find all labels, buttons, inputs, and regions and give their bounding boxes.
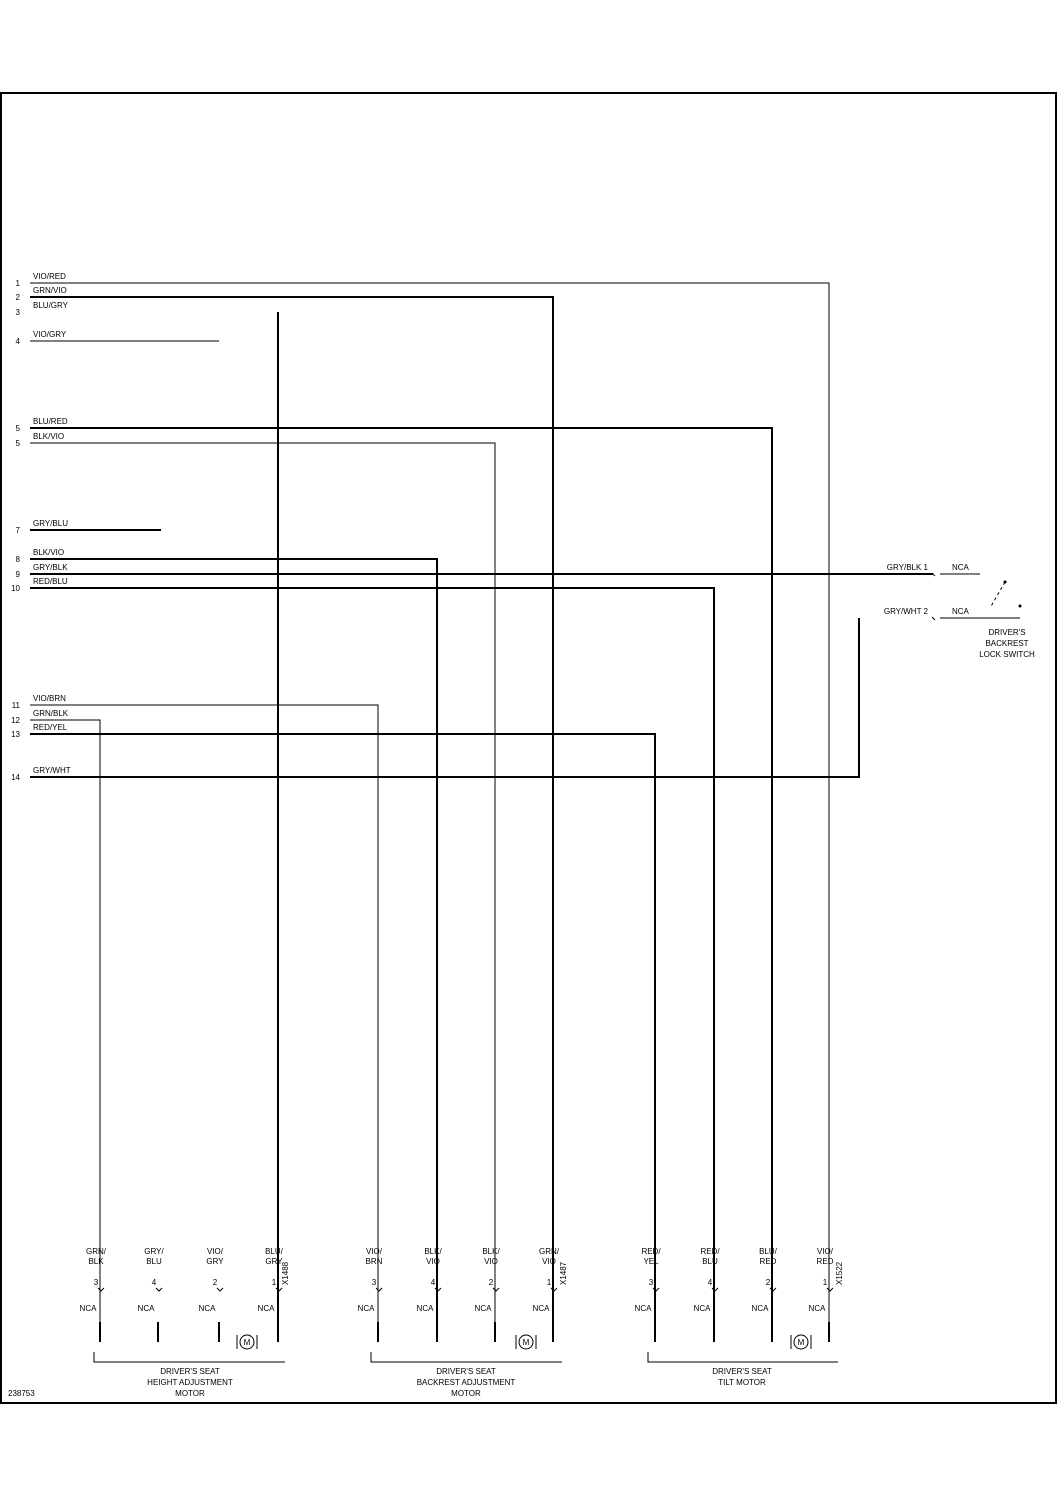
diagram-frame xyxy=(1,93,1056,1403)
motor-symbol-letter: M xyxy=(243,1338,251,1347)
motor-caption-line: DRIVER'S SEAT xyxy=(712,1367,772,1376)
motor-pin-color: RED/ xyxy=(641,1247,661,1256)
motor-pin-number: 4 xyxy=(707,1278,713,1287)
motor-pin-number: 3 xyxy=(648,1278,654,1287)
motor-caption-line: HEIGHT ADJUSTMENT xyxy=(147,1378,233,1387)
motor-pin-number: 1 xyxy=(546,1278,552,1287)
motor-pin-note: NCA xyxy=(137,1304,155,1313)
motor-pin-number: 4 xyxy=(430,1278,436,1287)
motor-pin-color: GRN/ xyxy=(539,1247,559,1256)
motor-pin-note: NCA xyxy=(357,1304,375,1313)
motor-pin-color: GRN/ xyxy=(86,1247,106,1256)
switch-caption-line: LOCK SWITCH xyxy=(979,650,1035,659)
motor-pin-color: BLU/ xyxy=(265,1247,283,1256)
motor-pin-color: VIO xyxy=(484,1257,498,1266)
harness-pin-number: 10 xyxy=(11,584,20,593)
connector-id: X1522 xyxy=(835,1261,844,1285)
switch-caption-line: DRIVER'S xyxy=(988,628,1026,637)
harness-pin-number: 8 xyxy=(15,555,20,564)
harness-wire-color: BLU/GRY xyxy=(33,301,68,310)
switch-terminal-note: NCA xyxy=(952,607,969,616)
motor-pin-number: 2 xyxy=(488,1278,494,1287)
motor-pin-number: 3 xyxy=(93,1278,99,1287)
motor-pin-note: NCA xyxy=(416,1304,434,1313)
harness-wire-color: GRY/BLK xyxy=(33,563,68,572)
motor-pin-color: RED xyxy=(759,1257,777,1266)
motor-pin-number: 2 xyxy=(765,1278,771,1287)
harness-pin-number: 14 xyxy=(11,773,20,782)
harness-wire-color: GRN/BLK xyxy=(33,709,69,718)
harness-wire-color: GRN/VIO xyxy=(33,286,67,295)
harness-pin-number: 1 xyxy=(15,279,20,288)
switch-contact xyxy=(1019,605,1022,608)
harness-wire-color: BLK/VIO xyxy=(33,432,65,441)
motor-pin-color: BLK xyxy=(88,1257,104,1266)
motor-pin-color: RED xyxy=(816,1257,834,1266)
harness-wire-color: VIO/BRN xyxy=(33,694,66,703)
motor-pin-color: BLU/ xyxy=(759,1247,777,1256)
motor-pin-note: NCA xyxy=(751,1304,769,1313)
harness-pin-number: 2 xyxy=(15,293,20,302)
motor-caption-line: TILT MOTOR xyxy=(718,1378,766,1387)
motor-pin-color: YEL xyxy=(643,1257,659,1266)
motor-pin-note: NCA xyxy=(79,1304,97,1313)
motor-pin-number: 2 xyxy=(212,1278,218,1287)
harness-pin-number: 12 xyxy=(11,716,20,725)
harness-pin-number: 13 xyxy=(11,730,20,739)
harness-pin-number: 11 xyxy=(11,701,20,710)
motor-pin-color: VIO/ xyxy=(365,1247,383,1256)
switch-terminal-note: NCA xyxy=(952,563,969,572)
motor-pin-note: NCA xyxy=(257,1304,275,1313)
harness-pin-number: 9 xyxy=(15,570,20,579)
harness-wire-color: RED/YEL xyxy=(33,723,68,732)
motor-pin-color: VIO xyxy=(426,1257,440,1266)
motor-pin-note: NCA xyxy=(808,1304,826,1313)
motor-pin-note: NCA xyxy=(693,1304,711,1313)
motor-pin-color: BLK/ xyxy=(482,1247,500,1256)
connector-id: X1488 xyxy=(281,1261,290,1285)
motor-pin-note: NCA xyxy=(474,1304,492,1313)
motor-pin-number: 1 xyxy=(271,1278,277,1287)
switch-terminal-label: GRY/BLK 1 xyxy=(886,563,928,572)
motor-pin-color: BLU xyxy=(702,1257,718,1266)
motor-caption-line: MOTOR xyxy=(175,1389,205,1398)
motor-pin-color: GRY xyxy=(206,1257,224,1266)
motor-pin-color: VIO/ xyxy=(816,1247,834,1256)
switch-terminal-label: GRY/WHT 2 xyxy=(883,607,928,616)
harness-wire-color: VIO/GRY xyxy=(33,330,67,339)
motor-pin-number: 4 xyxy=(151,1278,157,1287)
harness-pin-number: 7 xyxy=(15,526,20,535)
harness-pin-number: 3 xyxy=(15,308,20,317)
motor-caption-line: MOTOR xyxy=(451,1389,481,1398)
harness-pin-number: 5 xyxy=(15,439,20,448)
motor-pin-number: 1 xyxy=(822,1278,828,1287)
harness-wire-color: BLK/VIO xyxy=(33,548,65,557)
harness-wire-color: GRY/WHT xyxy=(33,766,71,775)
motor-pin-color: RED/ xyxy=(700,1247,720,1256)
motor-pin-note: NCA xyxy=(198,1304,216,1313)
motor-pin-color: GRY/ xyxy=(144,1247,164,1256)
harness-wire-color: RED/BLU xyxy=(33,577,68,586)
motor-caption-line: DRIVER'S SEAT xyxy=(160,1367,220,1376)
motor-pin-color: VIO xyxy=(542,1257,556,1266)
harness-pin-number: 4 xyxy=(15,337,20,346)
motor-pin-number: 3 xyxy=(371,1278,377,1287)
switch-caption-line: BACKREST xyxy=(985,639,1029,648)
connector-id: X1487 xyxy=(559,1261,568,1285)
motor-pin-note: NCA xyxy=(634,1304,652,1313)
motor-pin-color: BRN xyxy=(365,1257,383,1266)
motor-pin-color: VIO/ xyxy=(206,1247,224,1256)
motor-caption-line: BACKREST ADJUSTMENT xyxy=(416,1378,516,1387)
motor-pin-color: BLK/ xyxy=(424,1247,442,1256)
motor-symbol-letter: M xyxy=(522,1338,530,1347)
motor-pin-note: NCA xyxy=(532,1304,550,1313)
harness-wire-color: VIO/RED xyxy=(33,272,66,281)
motor-symbol-letter: M xyxy=(797,1338,805,1347)
harness-wire-color: BLU/RED xyxy=(33,417,68,426)
motor-pin-color: BLU xyxy=(146,1257,162,1266)
harness-wire-color: GRY/BLU xyxy=(33,519,68,528)
motor-caption-line: DRIVER'S SEAT xyxy=(436,1367,496,1376)
harness-pin-number: 5 xyxy=(15,424,20,433)
figure-id: 238753 xyxy=(8,1389,35,1398)
motor-pin-color: GRY xyxy=(265,1257,283,1266)
